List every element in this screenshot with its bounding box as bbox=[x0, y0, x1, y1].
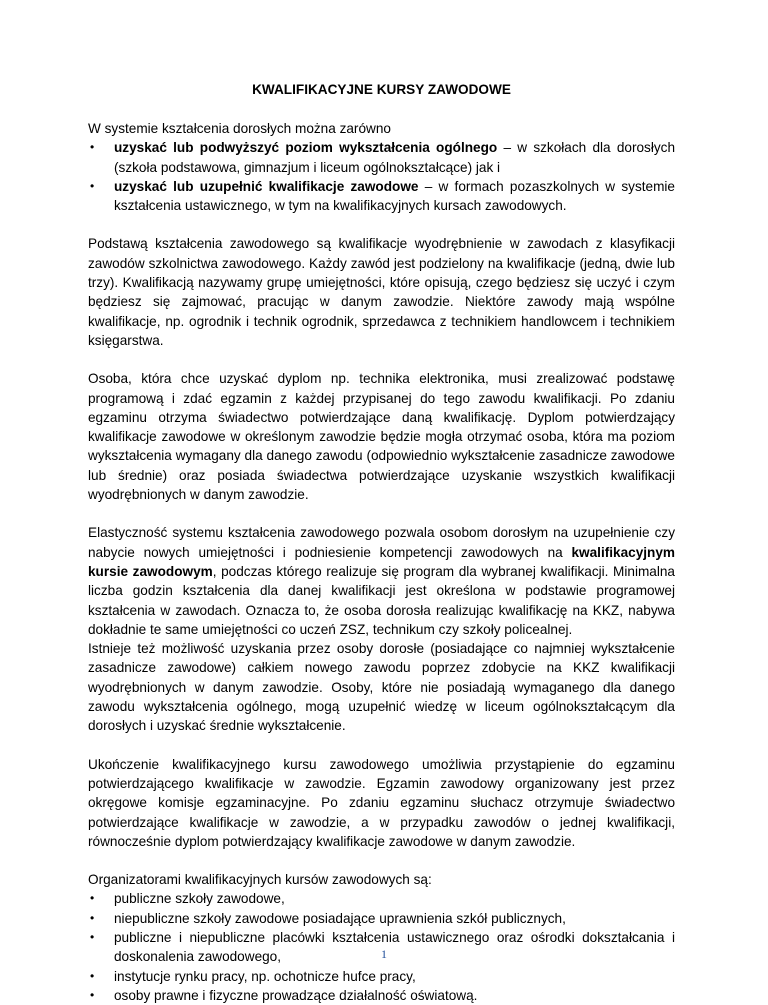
paragraph-flexibility bbox=[88, 523, 675, 639]
list-item-text: publiczne szkoły zawodowe, bbox=[114, 891, 285, 907]
paragraph-bold: kwalifikacyjnym kursie zawodowym bbox=[88, 544, 675, 579]
page-number: 1 bbox=[381, 947, 387, 961]
bullet-icon: • bbox=[90, 929, 95, 944]
intro-list bbox=[88, 138, 675, 215]
organizers-lead: Organizatorami kwalifikacyjnych kursów zawodowych są: bbox=[88, 872, 432, 888]
list-item bbox=[88, 177, 675, 216]
list-item bbox=[88, 138, 675, 177]
bullet-icon: • bbox=[90, 987, 95, 1002]
list-item-text: – w szkołach dla dorosłych (szkoła podstawowa, gimnazjum i liceum ogólnokształcące) jak i bbox=[114, 140, 675, 175]
list-item-text: niepubliczne szkoły zawodowe posiadające uprawnienia szkół publicznych, bbox=[114, 910, 566, 926]
document-title: KWALIFIKACYJNE KURSY ZAWODOWE bbox=[252, 82, 511, 97]
list-item bbox=[88, 986, 675, 1005]
paragraph-diploma: Osoba, która chce uzyskać dyplom np. technika elektronika, musi zrealizować podstawę programową i zdać egzamin z każdej przypisanej do tego zawodu kwalifikacji. Po zdaniu egzaminu otrzyma świadectwo potwierdzające daną kwalifikację. Dyplom potwierdzający kwalifikacje zawodowe w określonym zawodzie będzie mogła otrzymać osoba, która ma poziom wykształcenia wymagany dla danego zawodu (odpowiednio wykształcenie zasadnicze zawodowe lub średnie) oraz posiada świadectwa potwierdzające uzyskanie wszystkich kwalifikacji wyodrębnionych w danym zawodzie. bbox=[88, 371, 675, 503]
bullet-icon: • bbox=[90, 968, 95, 983]
bullet-icon: • bbox=[90, 891, 95, 906]
list-item-text: publiczne i niepubliczne placówki kształcenia ustawicznego oraz ośrodki dokształcania i doskonalenia zawodowego, bbox=[114, 929, 675, 965]
paragraph-text: Elastyczność systemu kształcenia zawodowego pozwala osobom dorosłym na uzupełnienie czy nabycie nowych umiejętności i podniesienie kompetencji zawodowych na bbox=[88, 525, 675, 560]
paragraph-new-profession: Istnieje też możliwość uzyskania przez osoby dorosłe (posiadające co najmniej wykształcenie zasadnicze zawodowe) całkiem nowego zawodu poprzez zdobycie na KKZ kwalifikacji wyodrębnionych w danym zawodzie. Osoby, które nie posiadają wymaganego dla danego zawodu wykształcenia ogólnego, mogą uzupełnić wiedzę w liceum ogólnokształcącym dla dorosłych i uzyskać średnie wykształcenie. bbox=[88, 641, 675, 734]
list-item-bold: uzyskać lub podwyższyć poziom wykształcenia ogólnego bbox=[114, 140, 498, 156]
list-item bbox=[88, 909, 675, 928]
paragraph-qualifications: Podstawą kształcenia zawodowego są kwalifikacje wyodrębnienie w zawodach z klasyfikacji zawodów szkolnictwa zawodowego. Każdy zawód jest podzielony na kwalifikacje (jedną, dwie lub trzy). Kwalifikacją nazywamy grupę umiejętności, które opisują, czego będziesz się uczyć i czym będziesz się zajmować, pracując w danym zawodzie. Niektóre zawody mają wspólne kwalifikacje, np. ogrodnik i technik ogrodnik, sprzedawca z technikiem handlowcem i technikiem księgarstwa. bbox=[88, 236, 675, 348]
bullet-icon: • bbox=[90, 140, 95, 155]
bullet-icon: • bbox=[90, 910, 95, 925]
list-item-text: osoby prawne i fizyczne prowadzące działalność oświatową. bbox=[114, 987, 478, 1003]
list-item-text: instytucje rynku pracy, np. ochotnicze hufce pracy, bbox=[114, 968, 416, 984]
intro-lead: W systemie kształcenia dorosłych można zarówno bbox=[88, 121, 391, 136]
list-item-bold: uzyskać lub uzupełnić kwalifikacje zawodowe bbox=[114, 178, 419, 194]
paragraph-text: , podczas którego realizuje się program dla wybranej kwalifikacji. Minimalna liczba godzin kształcenia dla danej kwalifikacji jest określona w podstawie programowej kształcenia w zawodach. Oznacza to, że osoba dorosła realizując kwalifikację na KKZ, nabywa dokładnie te same umiejętności co uczeń ZSZ, technikum czy szkoły policealnej. bbox=[88, 563, 675, 637]
list-item bbox=[88, 889, 675, 908]
list-item-text: – w formach pozaszkolnych w systemie kształcenia ustawicznego, w tym na kwalifikacyjnych kursach zawodowych. bbox=[114, 178, 675, 214]
paragraph-exam: Ukończenie kwalifikacyjnego kursu zawodowego umożliwia przystąpienie do egzaminu potwierdzającego kwalifikacje w zawodzie. Egzamin zawodowy organizowany jest przez okręgowe komisje egzaminacyjne. Po zdaniu egzaminu słuchacz otrzymuje świadectwo potwierdzające kwalifikacje w zawodzie, a w przypadku zawodów o jednej kwalifikacji, równocześnie dyplom potwierdzający kwalifikacje zawodowe w danym zawodzie. bbox=[88, 756, 675, 849]
bullet-icon: • bbox=[90, 178, 95, 193]
list-item bbox=[88, 967, 675, 986]
